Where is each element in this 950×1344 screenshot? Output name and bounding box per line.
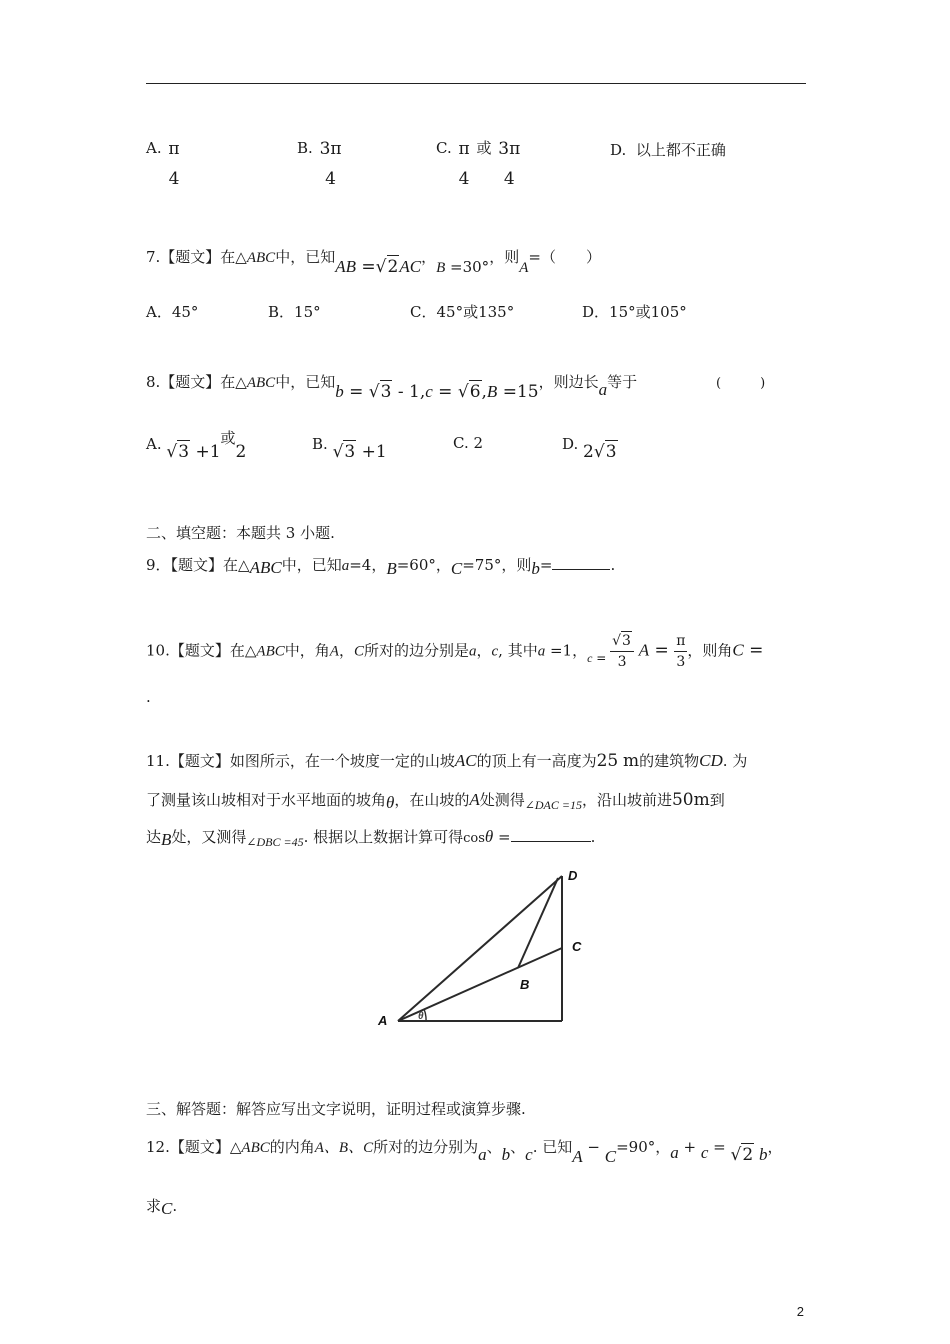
q8-option-a: A. √3 +1或2 — [146, 429, 247, 462]
line-ad — [398, 876, 562, 1021]
line-bd — [518, 878, 558, 968]
q10-blank-dot: . — [146, 688, 151, 706]
q11-answer-blank[interactable] — [511, 840, 591, 842]
figure-lines — [398, 876, 562, 1021]
q8-stem: 8.【题文】在△ABC中，已知b = √3 - 1,c = √6,B =15，则边长a等于 — [146, 373, 638, 402]
q8-option-b: B. √3 +1 — [312, 435, 387, 462]
figure-label-b: B — [520, 977, 530, 992]
theta-arc — [424, 1009, 426, 1021]
q7-option-a: A．45° — [146, 303, 199, 321]
q8-option-c: C. 2 — [453, 434, 484, 452]
q6-option-c: C. π 4 或 3π 4 — [436, 139, 521, 189]
q6-option-a: A. π 4 — [146, 139, 180, 189]
section-2-heading: 二、填空题：本题共 3 小题. — [146, 524, 335, 542]
q10-stem: 10.【题文】在△ABC中，角A，C所对的边分别是a，c, 其中a =1，$_{c =}$ $\frac{√3}{3}$ A = $\frac{\pi}{3}$ ，则角C = — [146, 633, 764, 670]
page-number: 2 — [796, 1304, 804, 1319]
q8-answer-paren: ( ) — [716, 376, 766, 391]
figure-label-c: C — [572, 939, 582, 954]
slope-figure — [370, 862, 590, 1032]
header-rule — [146, 83, 806, 84]
figure-label-a: A — [378, 1013, 388, 1028]
q9-answer-blank[interactable] — [552, 568, 610, 570]
q6-option-d: D. 以上都不正确 — [610, 141, 726, 159]
q7-option-b: B．15° — [268, 303, 321, 321]
q12-line-2: 求C. — [146, 1197, 178, 1218]
q7-stem: 7.【题文】在△ABC中，已知AB =√2AC，B =30°，则A=（ ） — [146, 248, 601, 277]
q7-option-d: D．15°或105° — [582, 303, 687, 321]
figure-label-d: D — [568, 868, 578, 883]
q12-stem: 12.【题文】△ABC的内角A、B、C所对的边分别为a、b、c. 已知A − C=90°，a + c = √2 b， — [146, 1138, 783, 1166]
q11-line-3: 达B处，又测得$_{\angle DBC =45}$. 根据以上数据计算可得cosθ = . — [146, 827, 596, 849]
q11-line-2: 了测量该山坡相对于水平地面的坡角θ，在山坡的A处测得$_{\angle DAC =15}$，沿山坡前进50m到 — [146, 790, 725, 812]
q11-line-1: 11.【题文】如图所示，在一个坡度一定的山坡AC的顶上有一高度为25 m的建筑物CD. 为 — [146, 751, 748, 771]
figure-label-theta: θ — [418, 1011, 424, 1022]
section-3-heading: 三、解答题：解答应写出文字说明，证明过程或演算步骤. — [146, 1100, 526, 1118]
q6-option-b: B. 3π 4 — [297, 139, 342, 189]
q8-option-d: D. 2√3 — [562, 435, 617, 462]
q9-stem: 9．【题文】在△ABC中，已知a=4，B=60°，C=75°，则b= . — [146, 556, 616, 578]
q7-option-c: C．45°或135° — [410, 303, 515, 321]
